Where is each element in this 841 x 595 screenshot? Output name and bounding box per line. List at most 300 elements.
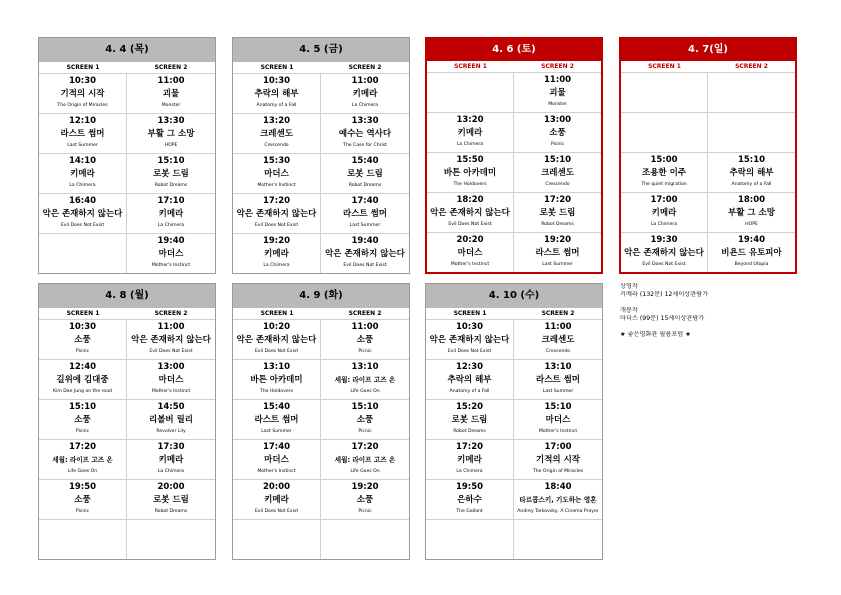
film-title-korean: 추락의 해부 bbox=[447, 375, 492, 385]
film-title-english: La Chimera bbox=[456, 469, 483, 474]
film-title-korean: 키메라 bbox=[158, 209, 184, 219]
showtime: 13:20 bbox=[262, 116, 291, 126]
schedule-row bbox=[233, 520, 409, 559]
showing-cell bbox=[39, 234, 127, 273]
screen-label: SCREEN 2 bbox=[154, 310, 188, 317]
schedule-row bbox=[39, 114, 215, 154]
showing-cell bbox=[233, 320, 321, 359]
film-title-korean: 크레센도 bbox=[541, 335, 575, 345]
schedule-row bbox=[39, 400, 215, 440]
showtime: 11:00 bbox=[544, 322, 572, 332]
screen-label: SCREEN 2 bbox=[154, 64, 188, 71]
film-title-english: Andrey Tarkovsky, A Cinema Prayer bbox=[517, 509, 599, 514]
screen-label: SCREEN 1 bbox=[260, 64, 294, 71]
screen-label: SCREEN 2 bbox=[541, 63, 574, 70]
film-title-english: Evil Does Not Exist bbox=[254, 349, 299, 354]
film-title-english: Anatomy of a Fall bbox=[449, 389, 490, 394]
screen-header-row bbox=[39, 62, 215, 74]
schedule-row bbox=[427, 193, 601, 233]
showing-cell bbox=[708, 113, 795, 152]
screen-header-row bbox=[427, 61, 601, 73]
screen-header-row bbox=[39, 308, 215, 320]
film-title-english: Life Goes On bbox=[350, 389, 380, 394]
schedule-row bbox=[621, 153, 795, 193]
screen-label: SCREEN 1 bbox=[648, 63, 681, 70]
film-title-korean: 세월: 라이프 고즈 온 bbox=[52, 456, 113, 464]
film-title-korean: 마더스 bbox=[457, 248, 483, 258]
theater-footer bbox=[620, 331, 812, 339]
showtime: 15:40 bbox=[351, 156, 379, 166]
showtime: 15:00 bbox=[650, 155, 678, 165]
upcoming-films-heading: 개봉작 bbox=[620, 307, 638, 314]
screen-label: SCREEN 2 bbox=[541, 310, 575, 317]
film-title-english: La Chimera bbox=[69, 183, 96, 188]
film-title-korean: 라스트 썸머 bbox=[535, 375, 580, 385]
showing-cell bbox=[127, 360, 215, 399]
showing-cell bbox=[39, 114, 127, 153]
film-title-english: La Chimera bbox=[351, 103, 379, 108]
showing-cell bbox=[514, 360, 602, 399]
screen-label: SCREEN 2 bbox=[348, 64, 382, 71]
film-title-korean: 소풍 bbox=[74, 495, 91, 505]
showtime: 19:40 bbox=[157, 236, 185, 246]
showing-cell bbox=[321, 440, 409, 479]
screen-label: SCREEN 1 bbox=[453, 310, 487, 317]
film-title-english: Robot Dreams bbox=[348, 183, 382, 188]
film-title-korean: 악은 존재하지 않는다 bbox=[131, 335, 211, 345]
showtime: 13:30 bbox=[351, 116, 379, 126]
showing-cell bbox=[39, 320, 127, 359]
showtime: 11:00 bbox=[351, 322, 379, 332]
film-title-korean: 은하수 bbox=[457, 495, 482, 505]
showtime: 19:30 bbox=[650, 235, 678, 245]
showtime: 16:40 bbox=[68, 196, 97, 206]
film-title-english: HOPE bbox=[164, 143, 178, 148]
film-title-korean: 괴물 bbox=[549, 88, 566, 98]
film-title-english: Evil Does Not Exist bbox=[254, 509, 299, 514]
showing-cell bbox=[39, 400, 127, 439]
schedule-row bbox=[233, 234, 409, 273]
footer-line: ★ 좋은영화관 필름포럼 ★ bbox=[620, 331, 691, 338]
film-title-english: The Holdovers bbox=[453, 182, 487, 187]
showing-cell bbox=[708, 193, 795, 232]
showtime: 20:20 bbox=[456, 235, 484, 245]
film-title-english: The Case for Christ bbox=[343, 143, 387, 148]
showtime: 18:20 bbox=[456, 195, 484, 205]
film-title-english: Picnic bbox=[75, 509, 90, 514]
film-title-english: Anatomy of a Fall bbox=[731, 182, 772, 187]
showing-cell bbox=[321, 234, 409, 273]
showtime: 20:00 bbox=[157, 482, 185, 492]
film-title-korean: 소풍 bbox=[74, 415, 91, 425]
film-title-english: Evil Does Not Exist bbox=[60, 223, 105, 228]
film-title-english: Last Summer bbox=[542, 389, 574, 394]
film-title-english: Mother's Instinct bbox=[450, 262, 490, 267]
showing-cell bbox=[321, 480, 409, 519]
showing-cell bbox=[321, 520, 409, 559]
film-title-english: Life Goes On bbox=[350, 469, 380, 474]
showtime: 15:10 bbox=[68, 402, 97, 412]
film-title-korean: 키메라 bbox=[158, 455, 184, 465]
film-title-korean: 추락의 해부 bbox=[729, 168, 774, 178]
showtime: 17:20 bbox=[543, 195, 572, 205]
film-title-english: Crescendo bbox=[545, 349, 571, 354]
film-title-korean: 키메라 bbox=[457, 455, 482, 465]
showing-cell bbox=[127, 400, 215, 439]
film-title-korean: 악은 존재하지 않는다 bbox=[236, 335, 317, 345]
showtime: 15:30 bbox=[262, 156, 291, 166]
showing-cell bbox=[233, 194, 321, 233]
showtime: 13:00 bbox=[543, 115, 572, 125]
showing-cell bbox=[233, 360, 321, 399]
schedule-row bbox=[621, 73, 795, 113]
film-title-english: Kim Dae Jung on the road bbox=[53, 389, 112, 394]
showtime: 17:40 bbox=[262, 442, 291, 452]
film-title-english: Life Goes On bbox=[67, 469, 98, 474]
showing-cell bbox=[233, 154, 321, 193]
film-title-english: Evil Does Not Exist bbox=[343, 263, 387, 268]
showing-cell bbox=[39, 440, 127, 479]
day-header: 4. 8 (월) bbox=[39, 284, 215, 308]
film-title-korean: 세월: 라이프 고즈 온 bbox=[334, 376, 396, 384]
schedule-row bbox=[621, 233, 795, 272]
screen-label: SCREEN 2 bbox=[348, 310, 382, 317]
film-title-english: HOPE bbox=[745, 222, 758, 227]
screen-label: SCREEN 1 bbox=[260, 310, 294, 317]
film-title-english: Last Summer bbox=[261, 429, 292, 434]
showing-cell bbox=[127, 114, 215, 153]
film-title-english: La Chimera bbox=[157, 469, 185, 474]
showing-cell bbox=[514, 193, 601, 232]
day-header: 4. 9 (화) bbox=[233, 284, 409, 308]
screen-label: SCREEN 1 bbox=[66, 64, 100, 71]
film-title-english: La Chimera bbox=[456, 142, 484, 147]
showtime: 17:00 bbox=[544, 442, 572, 452]
showing-cell bbox=[427, 73, 514, 112]
film-title-korean: 소풍 bbox=[549, 128, 566, 138]
showtime: 12:10 bbox=[68, 116, 97, 126]
film-title-english: Evil Does Not Exist bbox=[642, 262, 686, 267]
film-title-english: Anatomy of a Fall bbox=[256, 103, 297, 108]
showtime: 15:20 bbox=[455, 402, 484, 412]
film-title-english: The Origin of Miracles bbox=[57, 103, 108, 108]
showing-cell bbox=[39, 480, 127, 519]
schedule-row bbox=[426, 360, 602, 400]
showing-cell bbox=[321, 74, 409, 113]
film-title-korean: 부활 그 소망 bbox=[728, 208, 775, 218]
showing-cell bbox=[621, 113, 708, 152]
showing-cell bbox=[426, 480, 514, 519]
showtime: 12:40 bbox=[68, 362, 97, 372]
film-title-korean: 키메라 bbox=[264, 495, 289, 505]
schedule-row bbox=[427, 113, 601, 153]
screen-header-row bbox=[426, 308, 602, 320]
showing-cell bbox=[127, 154, 215, 193]
schedule-row bbox=[39, 520, 215, 559]
showtime: 17:20 bbox=[68, 442, 97, 452]
showtime: 10:30 bbox=[68, 322, 97, 332]
showing-cell bbox=[426, 320, 514, 359]
film-title-korean: 소풍 bbox=[356, 415, 374, 425]
showtime: 11:00 bbox=[157, 322, 185, 332]
showtime: 11:00 bbox=[157, 76, 185, 86]
showtime: 13:00 bbox=[157, 362, 185, 372]
showing-cell bbox=[621, 73, 708, 112]
showtime: 13:10 bbox=[351, 362, 379, 372]
film-title-korean: 괴물 bbox=[162, 89, 180, 99]
day-schedule bbox=[425, 37, 603, 274]
schedule-row bbox=[39, 440, 215, 480]
showing-cell bbox=[321, 360, 409, 399]
showing-cell bbox=[321, 154, 409, 193]
film-title-english: Mother's Instinct bbox=[538, 429, 578, 434]
film-title-english: Robot Dreams bbox=[154, 509, 188, 514]
screen-header-row bbox=[233, 62, 409, 74]
film-title-english: La Chimera bbox=[650, 222, 678, 227]
showing-cell bbox=[514, 520, 602, 559]
schedule-row bbox=[233, 480, 409, 520]
schedule-row bbox=[39, 74, 215, 114]
film-title-english: Evil Does Not Exist bbox=[254, 223, 299, 228]
showing-cell bbox=[127, 74, 215, 113]
day-header: 4. 5 (금) bbox=[233, 38, 409, 62]
day-schedule bbox=[425, 283, 603, 560]
schedule-row bbox=[39, 234, 215, 273]
schedule-row bbox=[39, 360, 215, 400]
film-title-korean: 로봇 드림 bbox=[539, 208, 576, 218]
showtime: 14:10 bbox=[68, 156, 97, 166]
showing-cell bbox=[39, 194, 127, 233]
showtime: 19:40 bbox=[737, 235, 766, 245]
showing-cell bbox=[233, 520, 321, 559]
film-info-panel bbox=[620, 283, 812, 339]
schedule-row bbox=[233, 74, 409, 114]
film-title-korean: 악은 존재하지 않는다 bbox=[624, 248, 704, 258]
film-title-korean: 추락의 해부 bbox=[254, 89, 299, 99]
showtime: 10:20 bbox=[262, 322, 291, 332]
showtime: 12:30 bbox=[455, 362, 484, 372]
film-title-korean: 리볼버 릴리 bbox=[148, 415, 193, 425]
film-title-english: Last Summer bbox=[349, 223, 381, 228]
showtime: 17:20 bbox=[455, 442, 484, 452]
film-title-english: Crescendo bbox=[264, 143, 289, 148]
showing-cell bbox=[514, 153, 601, 192]
schedule-row bbox=[427, 153, 601, 193]
showing-cell bbox=[514, 440, 602, 479]
day-header: 4. 10 (수) bbox=[426, 284, 602, 308]
screen-label: SCREEN 1 bbox=[66, 310, 100, 317]
screen-label: SCREEN 2 bbox=[735, 63, 768, 70]
film-title-english: The Holdovers bbox=[259, 389, 294, 394]
showing-cell bbox=[708, 153, 795, 192]
showtime: 15:50 bbox=[456, 155, 484, 165]
film-title-korean: 마더스 bbox=[264, 169, 289, 179]
showtime: 18:00 bbox=[737, 195, 766, 205]
showtime: 19:20 bbox=[543, 235, 572, 245]
showing-cell bbox=[514, 113, 601, 152]
showtime: 17:30 bbox=[157, 442, 185, 452]
film-title-english: Revolver Lily bbox=[156, 429, 186, 434]
showing-cell bbox=[39, 520, 127, 559]
showtime: 11:00 bbox=[543, 75, 572, 85]
day-header: 4. 6 (토) bbox=[427, 39, 601, 61]
showing-cell bbox=[233, 114, 321, 153]
showing-cell bbox=[708, 73, 795, 112]
film-title-english: La Chimera bbox=[263, 263, 290, 268]
film-title-korean: 크레센도 bbox=[260, 129, 293, 139]
film-title-korean: 예수는 역사다 bbox=[338, 129, 392, 139]
showtime: 17:00 bbox=[650, 195, 678, 205]
showing-cell bbox=[233, 440, 321, 479]
schedule-row bbox=[427, 73, 601, 113]
showing-cell bbox=[427, 113, 514, 152]
film-title-english: Picnic bbox=[75, 349, 90, 354]
film-title-english: La Chimera bbox=[157, 223, 185, 228]
film-title-korean: 키메라 bbox=[264, 249, 289, 259]
upcoming-films-list bbox=[620, 315, 812, 323]
film-title-english: Evil Does Not Exist bbox=[448, 222, 492, 227]
day-schedule bbox=[232, 283, 410, 560]
film-title-korean: 마더스 bbox=[264, 455, 289, 465]
schedule-row bbox=[427, 233, 601, 272]
day-schedule bbox=[232, 37, 410, 274]
showing-cell bbox=[427, 193, 514, 232]
showtime: 17:20 bbox=[262, 196, 291, 206]
film-title-english: Mother's Instinct bbox=[151, 263, 191, 268]
film-title-korean: 비욘드 유토피아 bbox=[721, 248, 782, 258]
film-title-korean: 로봇 드림 bbox=[347, 169, 383, 179]
schedule-row bbox=[39, 154, 215, 194]
showing-cell bbox=[321, 114, 409, 153]
showtime: 10:30 bbox=[68, 76, 97, 86]
film-title-english: Evil Does Not Exist bbox=[447, 349, 492, 354]
showtime: 13:20 bbox=[456, 115, 484, 125]
film-title-korean: 마더스 bbox=[158, 249, 184, 259]
showing-cell bbox=[233, 74, 321, 113]
film-title-english: Picnic bbox=[358, 429, 372, 434]
showing-cell bbox=[621, 153, 708, 192]
film-title-english: Picnic bbox=[358, 349, 372, 354]
film-title-english: Crescendo bbox=[545, 182, 570, 187]
showing-cell bbox=[514, 400, 602, 439]
schedule-row bbox=[233, 194, 409, 234]
showing-cell bbox=[621, 233, 708, 272]
showing-cell bbox=[514, 480, 602, 519]
film-title-korean: 타르콥스키, 기도하는 영혼 bbox=[519, 496, 597, 504]
schedule-row bbox=[233, 114, 409, 154]
showtime: 17:10 bbox=[157, 196, 185, 206]
showing-cell bbox=[127, 440, 215, 479]
showtime: 10:30 bbox=[455, 322, 484, 332]
current-films-list bbox=[620, 291, 812, 299]
day-schedule bbox=[619, 37, 797, 274]
film-title-korean: 라스트 썸머 bbox=[254, 415, 299, 425]
screen-header-row bbox=[233, 308, 409, 320]
schedule-row bbox=[39, 320, 215, 360]
film-title-korean: 조용한 이주 bbox=[641, 168, 686, 178]
showtime: 15:10 bbox=[737, 155, 766, 165]
schedule-row bbox=[39, 194, 215, 234]
film-title-korean: 키메라 bbox=[352, 89, 378, 99]
film-title-korean: 라스트 썸머 bbox=[342, 209, 387, 219]
schedule-row bbox=[233, 154, 409, 194]
showing-cell bbox=[621, 193, 708, 232]
schedule-row bbox=[233, 320, 409, 360]
showtime: 19:40 bbox=[351, 236, 379, 246]
film-title-korean: 바튼 아카데미 bbox=[250, 375, 303, 385]
film-title-english: Mother's Instinct bbox=[257, 183, 296, 188]
film-title-korean: 키메라 bbox=[651, 208, 677, 218]
film-title-english: Last Summer bbox=[67, 143, 98, 148]
film-title-english: Robot Dreams bbox=[154, 183, 188, 188]
showtime: 14:50 bbox=[157, 402, 185, 412]
showing-cell bbox=[426, 400, 514, 439]
showing-cell bbox=[321, 400, 409, 439]
film-title-korean: 세월: 라이프 고즈 온 bbox=[334, 456, 396, 464]
schedule-row bbox=[426, 400, 602, 440]
showing-cell bbox=[127, 480, 215, 519]
film-title-english: Picnic bbox=[75, 429, 90, 434]
schedule-row bbox=[39, 480, 215, 520]
screen-header-row bbox=[621, 61, 795, 73]
current-film-item: 키메라 (132분) 12세이상관람가 bbox=[620, 291, 709, 298]
film-title-korean: 소풍 bbox=[356, 335, 374, 345]
showtime: 10:30 bbox=[262, 76, 291, 86]
showing-cell bbox=[127, 320, 215, 359]
film-title-korean: 키메라 bbox=[70, 169, 95, 179]
film-title-korean: 악은 존재하지 않는다 bbox=[325, 249, 405, 259]
film-title-korean: 길위에 김대중 bbox=[56, 375, 109, 385]
film-title-korean: 악은 존재하지 않는다 bbox=[429, 335, 510, 345]
showing-cell bbox=[708, 233, 795, 272]
showtime: 19:50 bbox=[455, 482, 484, 492]
showtime: 15:10 bbox=[351, 402, 379, 412]
showtime: 19:50 bbox=[68, 482, 97, 492]
current-films-heading: 상영작 bbox=[620, 283, 638, 290]
film-title-english: The Origin of Miracles bbox=[532, 469, 584, 474]
showing-cell bbox=[426, 440, 514, 479]
showing-cell bbox=[426, 360, 514, 399]
showing-cell bbox=[321, 194, 409, 233]
film-title-english: Evil Does Not Exist bbox=[149, 349, 193, 354]
showing-cell bbox=[39, 360, 127, 399]
film-title-korean: 바튼 아카데미 bbox=[443, 168, 497, 178]
film-title-korean: 소풍 bbox=[74, 335, 91, 345]
film-title-korean: 크레센도 bbox=[541, 168, 574, 178]
showing-cell bbox=[233, 234, 321, 273]
showing-cell bbox=[233, 400, 321, 439]
showtime: 19:20 bbox=[351, 482, 379, 492]
showing-cell bbox=[127, 520, 215, 559]
showing-cell bbox=[127, 234, 215, 273]
showing-cell bbox=[233, 480, 321, 519]
day-header: 4. 4 (목) bbox=[39, 38, 215, 62]
film-title-korean: 악은 존재하지 않는다 bbox=[236, 209, 317, 219]
film-title-korean: 라스트 썸머 bbox=[535, 248, 580, 258]
film-title-english: The Gallant bbox=[456, 509, 483, 514]
showing-cell bbox=[514, 233, 601, 272]
showing-cell bbox=[321, 320, 409, 359]
film-title-english: Monster bbox=[548, 102, 567, 107]
showtime: 15:10 bbox=[544, 402, 572, 412]
day-schedule bbox=[38, 37, 216, 274]
showing-cell bbox=[514, 320, 602, 359]
film-title-english: Robot Dreams bbox=[541, 222, 574, 227]
showtime: 20:00 bbox=[262, 482, 291, 492]
showtime: 15:40 bbox=[262, 402, 291, 412]
film-title-korean: 악은 존재하지 않는다 bbox=[42, 209, 123, 219]
showtime: 19:20 bbox=[262, 236, 291, 246]
